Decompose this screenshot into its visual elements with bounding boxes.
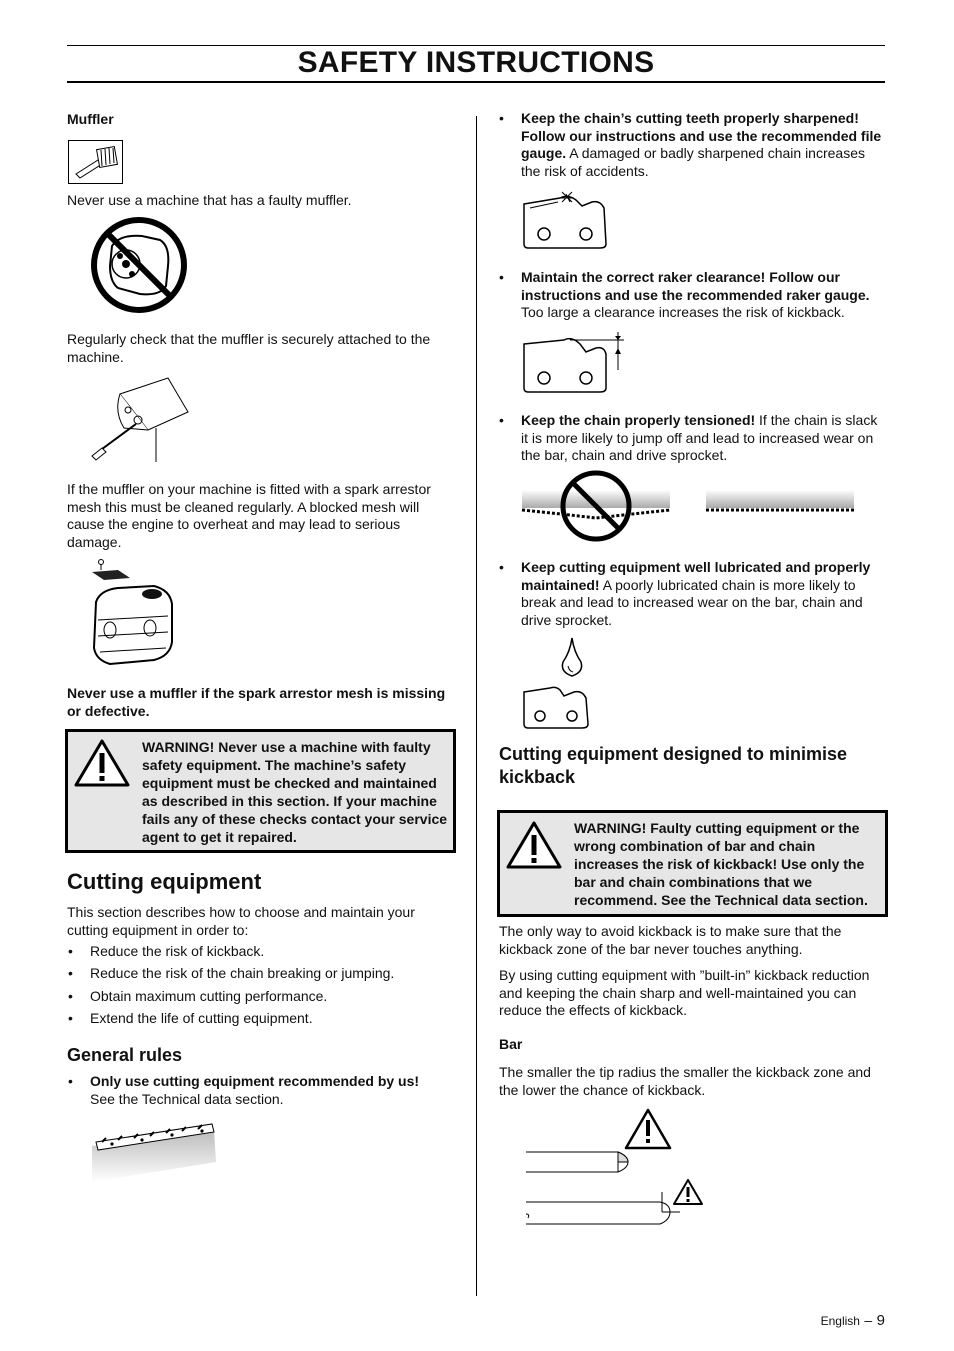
- footer-dash: –: [864, 1312, 873, 1328]
- list-item-tension: [499, 412, 885, 465]
- page-title: SAFETY INSTRUCTIONS: [297, 46, 655, 79]
- sharpened-cutter-icon: [520, 188, 610, 252]
- list-item-bold: Keep the chain properly tensioned!: [521, 412, 756, 428]
- by-using-text: By using cutting equipment with ”built-in” kickback reduction and keeping the chain sharp and well-maintained you can reduce the effects of kickback.: [499, 967, 870, 1018]
- warning-box-faulty-safety: [65, 729, 456, 853]
- list-item-text: Reduce the risk of the chain breaking or jumping.: [90, 965, 395, 981]
- warning-text-faulty-safety: WARNING! Never use a machine with faulty safety equipment. The machine’s safety equipment must be checked and maintained as described in this section. If your machine fails any of these checks contact your service agent to get it repaired.: [142, 739, 448, 845]
- raker-clearance-icon: [520, 330, 630, 396]
- list-item-text: A damaged or badly sharpened chain increases the risk of accidents.: [521, 145, 865, 179]
- page-footer: [780, 1312, 885, 1330]
- warning-triangle-icon: [505, 820, 563, 870]
- list-item-bold: Maintain the correct raker clearance! Follow our instructions and use the recommended raker gauge.: [521, 269, 870, 303]
- list-item-raker: [499, 269, 885, 322]
- tensioned-chain-icon: [706, 490, 854, 520]
- warning-triangle-icon: [73, 738, 131, 788]
- general-rules-heading: General rules: [67, 1045, 183, 1065]
- column-divider: [476, 116, 477, 1296]
- kickback-heading: Cutting equipment designed to minimise kickback: [499, 744, 848, 787]
- bullet-dot: •: [68, 943, 73, 959]
- list-item: [68, 988, 460, 1006]
- warning-text-kickback: WARNING! Faulty cutting equipment or the wrong combination of bar and chain increases the risk of kickback! Use only the bar and chain combinations that we recommend. See the Technical data section.: [574, 820, 868, 908]
- list-item-bold: Keep the chain’s cutting teeth properly sharpened! Follow our instructions and use the recommended file gauge.: [521, 110, 882, 161]
- list-item-text: Extend the life of cutting equipment.: [90, 1010, 313, 1026]
- spark-arrestor-text: If the muffler on your machine is fitted with a spark arrestor mesh this must be cleaned regularly. A blocked mesh will cause the engine to overheat and may lead to serious damage.: [67, 481, 431, 550]
- lubricated-cutter-icon: [520, 684, 592, 730]
- bullet-dot: •: [499, 559, 504, 575]
- list-item-lubricate: [499, 559, 885, 629]
- list-item-text: If the chain is slack it is more likely to jump off and lead to increased wear on the bar, chain and drive sprocket.: [521, 412, 878, 463]
- screwdriver-muffler-icon: [88, 372, 198, 464]
- only-way-text: The only way to avoid kickback is to make sure that the kickback zone of the bar never touches anything.: [499, 923, 842, 957]
- list-item-sharpen: [499, 110, 885, 180]
- list-item-text: See the Technical data section.: [90, 1090, 284, 1107]
- page-number: 9: [876, 1312, 885, 1329]
- footer-language: English: [820, 1314, 860, 1328]
- saw-chain-icon: [92, 1112, 216, 1182]
- list-item: [68, 965, 460, 983]
- cutting-intro-text: This section describes how to choose and maintain your cutting equipment in order to:: [67, 904, 415, 938]
- oil-drop-icon: [560, 636, 584, 678]
- bullet-dot: •: [499, 269, 504, 285]
- cutting-equipment-heading: Cutting equipment: [67, 869, 262, 894]
- bullet-dot: •: [499, 412, 504, 428]
- regularly-check-text: Regularly check that the muffler is securely attached to the machine.: [67, 331, 431, 365]
- warning-box-kickback: [497, 810, 888, 917]
- list-item-text: Reduce the risk of kickback.: [90, 943, 265, 959]
- spark-arrestor-muffler-icon: [88, 556, 178, 668]
- bullet-dot: •: [68, 965, 73, 981]
- list-item: [68, 1073, 460, 1108]
- slack-chain-prohibited-icon: [522, 470, 672, 542]
- list-item: [68, 943, 460, 961]
- bar-text: The smaller the tip radius the smaller the kickback zone and the lower the chance of kickback.: [499, 1064, 871, 1098]
- bullet-dot: •: [68, 1010, 73, 1026]
- bar-tip-radius-icon: [522, 1106, 708, 1230]
- list-item: [68, 1010, 460, 1028]
- list-item-text: Obtain maximum cutting performance.: [90, 988, 328, 1004]
- list-item-bold: Only use cutting equipment recommended by us!: [90, 1073, 420, 1089]
- list-item-bold: Keep cutting equipment well lubricated and properly maintained!: [521, 559, 871, 593]
- bullet-dot: •: [68, 988, 73, 1004]
- muffler-heading: Muffler: [67, 111, 114, 127]
- never-faulty-muffler-text: Never use a machine that has a faulty muffler.: [67, 192, 352, 208]
- list-item-text: A poorly lubricated chain is more likely to break and lead to increased wear on the bar, chain and drive sprocket.: [521, 576, 863, 628]
- bullet-dot: •: [499, 110, 504, 126]
- list-item-text: Too large a clearance increases the risk of kickback.: [521, 304, 845, 320]
- header-bottom-rule: [67, 81, 885, 83]
- never-missing-mesh-text: Never use a muffler if the spark arrestor mesh is missing or defective.: [67, 685, 446, 719]
- bullet-dot: •: [68, 1073, 73, 1089]
- no-faulty-muffler-icon: [90, 216, 188, 314]
- bar-heading: Bar: [499, 1036, 523, 1052]
- brush-icon: [68, 140, 123, 184]
